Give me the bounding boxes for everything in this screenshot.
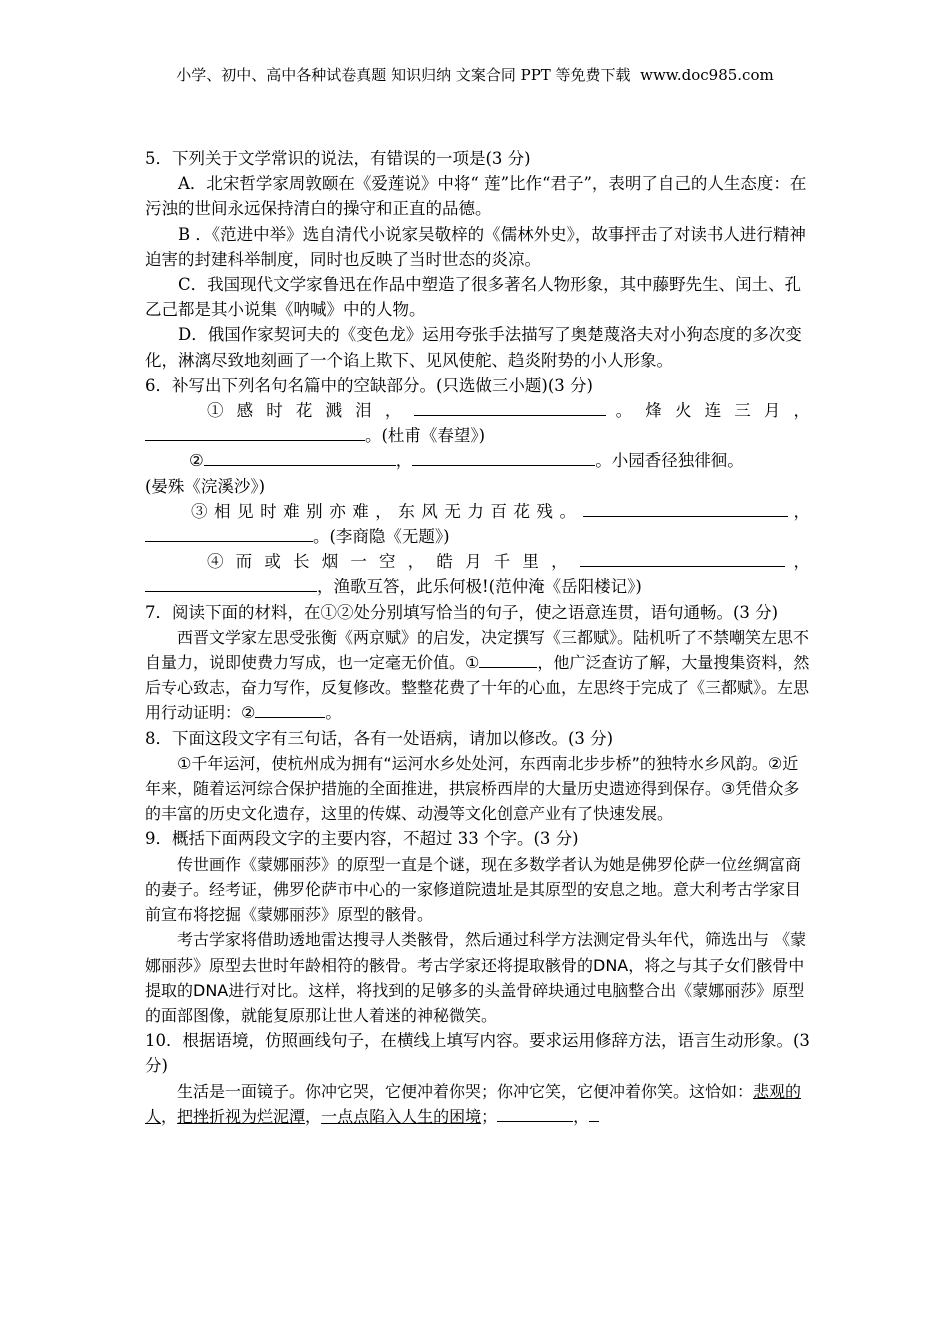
underlined-phrase: 一点点陷入人生的困境: [321, 1106, 482, 1126]
q6-item-4: ④ 而 或 长 烟 一 空 ， 皓 月 千 里 ， ，: [207, 552, 810, 572]
q6-item-2-source: (晏殊《浣溪沙》): [145, 476, 266, 496]
q5-stem: 5．下列关于文学常识的说法，有错误的一项是(3 分): [145, 149, 531, 168]
blank-line[interactable]: [580, 550, 785, 567]
q10-stem: 10．根据语境，仿照画线句子，在横线上填写内容。要求运用修辞方法，语言生动形象。(3 分): [145, 1031, 810, 1076]
blank-line[interactable]: [479, 651, 537, 668]
q6-stem: 6．补写出下列名句名篇中的空缺部分。(只选做三小题)(3 分): [145, 375, 593, 395]
q5-option-c: C．我国现代文学家鲁迅在作品中塑造了很多著名人物形象，其中藤野先生、闰土、孔乙己都是其小说集《呐喊》中的人物。: [145, 275, 802, 320]
q6-item-3: ③ 相 见 时 难 别 亦 难 ， 东 风 无 力 百 花 残 。 ，: [191, 501, 810, 521]
blank-line[interactable]: [412, 449, 595, 466]
q7-passage: 西晋文学家左思受张衡《两京赋》的启发，决定撰写《三都赋》。陆机听了不禁嘲笑左思不自量力，说即使费力写成，也一定毫无价值。① ，他广泛查访了解，大量搜集资料，然后专心致志，奋力写作，反复修改。整整花费了十年的心血，左思终于完成了《三都赋》。左思用行动证明：② 。: [145, 627, 810, 723]
blank-line[interactable]: [589, 1105, 599, 1122]
q9-stem: 9．概括下面两段文字的主要内容，不超过 33 个字。(3 分): [145, 829, 579, 849]
q6-item-2: ② ， 。小园香径独徘徊。: [189, 451, 744, 471]
q9-paragraph-2: 考古学家将借助透地雷达搜寻人类骸骨，然后通过科学方法测定骨头年代，筛选出与 《蒙娜丽莎》原型去世时年龄相符的骸骨。考古学家还将提取骸骨的DNA，将之与其子女们骸骨中提取的DNA进行对比。这样，将找到的足够多的头盖骨碎块通过电脑整合出《蒙娜丽莎》原型的面部图像，就能复原那让世人着迷的神秘微笑。: [145, 930, 807, 1025]
q6-item-3-cont: 。(李商隐《无题》): [145, 524, 810, 549]
q8-stem: 8．下面这段文字有三句话，各有一处语病，请加以修改。(3 分): [145, 728, 614, 748]
blank-line[interactable]: [145, 424, 365, 441]
header-url[interactable]: www.doc985.com: [640, 66, 774, 84]
q7-stem: 7．阅读下面的材料，在①②处分别填写恰当的句子，使之语意连贯，语句通畅。(3 分): [145, 602, 779, 622]
blank-line[interactable]: [497, 1105, 573, 1122]
underlined-phrase: 悲观的人: [145, 1081, 802, 1126]
q5-option-a: A．北宋哲学家周敦颐在《爱莲说》中将“ 莲”比作“君子”，表明了自己的人生态度：在污浊的世间永远保持清白的操守和正直的品德。: [145, 174, 807, 219]
q10-paragraph: 生活是一面镜子。你冲它哭，它便冲着你哭；你冲它笑，它便冲着你笑。这恰如：悲观的人，把挫折视为烂泥潭，一点点陷入人生的困境； ，: [145, 1081, 802, 1126]
q6-item-4-cont: ，渔歌互答，此乐何极!(范仲淹《岳阳楼记》): [145, 574, 810, 599]
q5-option-b: B ．《范进中举》选自清代小说家吴敬梓的《儒林外史》，故事抨击了对读书人进行精神迫害的封建科举制度，同时也反映了当时世态的炎凉。: [145, 224, 806, 269]
q5-option-d: D．俄国作家契诃夫的《变色龙》运用夸张手法描写了奥楚蔑洛夫对小狗态度的多次变化，淋漓尽致地刻画了一个谄上欺下、见风使舵、趋炎附势的小人形象。: [145, 325, 802, 370]
header-text: 小学、初中、高中各种试卷真题 知识归纳 文案合同 PPT 等免费下载: [176, 66, 631, 84]
blank-line[interactable]: [583, 500, 788, 517]
blank-line[interactable]: [255, 701, 325, 718]
blank-line[interactable]: [145, 525, 313, 542]
q9-paragraph-1: 传世画作《蒙娜丽莎》的原型一直是个谜，现在多数学者认为她是佛罗伦萨一位丝绸富商的妻子。经考证，佛罗伦萨市中心的一家修道院遗址是其原型的安息之地。意大利考古学家目前宣布将挖掘《蒙娜丽莎》原型的骸骨。: [145, 854, 802, 925]
blank-line[interactable]: [204, 449, 396, 466]
blank-line[interactable]: [145, 575, 317, 592]
underlined-phrase: 把挫折视为烂泥潭: [177, 1106, 306, 1126]
blank-line[interactable]: [414, 399, 606, 416]
q6-item-1: ① 感 时 花 溅 泪 ， 。 烽 火 连 三 月 ，: [207, 401, 810, 421]
page-header: [0, 66, 950, 84]
document-body: [145, 146, 810, 1129]
q6-item-1-cont: 。(杜甫《春望》): [145, 423, 810, 448]
q8-passage: ①千年运河，使杭州成为拥有“运河水乡处处河，东西南北步步桥”的独特水乡风韵。②近年来，随着运河综合保护措施的全面推进，拱宸桥西岸的大量历史遗迹得到保存。③凭借众多的丰富的历史文化遗存，这里的传媒、动漫等文化创意产业有了快速发展。: [145, 753, 800, 824]
